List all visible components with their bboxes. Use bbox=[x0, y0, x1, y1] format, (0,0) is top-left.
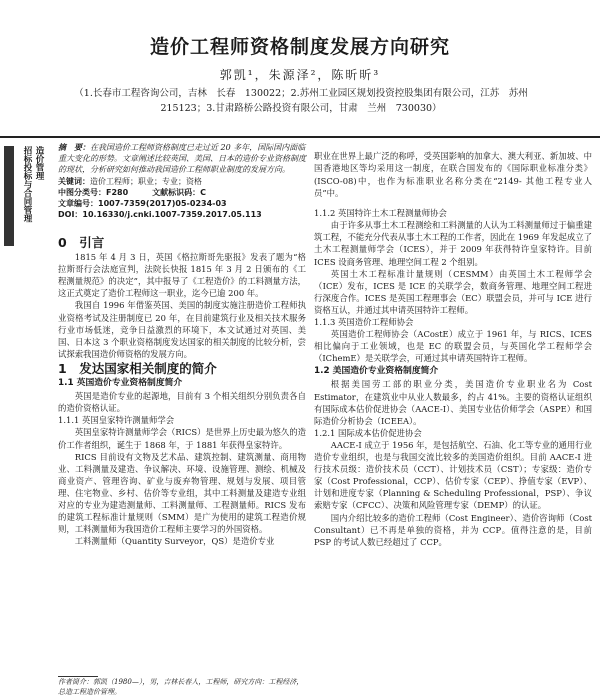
article-number: 文章编号：1007-7359(2017)05-0234-03 bbox=[58, 199, 227, 209]
paragraph: 职业在世界上最广泛的称呼，受英国影响的加拿大、澳大利亚、新加坡、中国香港地区等均采用这一制度，在联合国发布的《国际职业标准分类》(ISCO-08)中，也作为标准职业名称分类在“2149- 其他工程专业人员”中。 bbox=[314, 151, 592, 198]
document-code: 文献标识码：C bbox=[152, 187, 207, 197]
paragraph: 工料测量师（Quantity Surveyor，QS）是造价专业 bbox=[74, 536, 275, 547]
metadata-block bbox=[58, 142, 306, 220]
heading-section-1-2-1: 1.2.1 国际成本估价促进协会 bbox=[314, 427, 422, 438]
keywords-text: 造价工程师；职业；专业；资格 bbox=[90, 176, 202, 186]
paragraph: 我国自 1996 年借鉴英国、美国的制度实施注册造价工程师执业资格考试及注册制度已 20 年，在目前建筑行业及相关技术服务行业市场低迷，竞争日益激烈的环境下，本文试通过对英国、美国、日本这 3 个职业资格制度发达国家的相关制度的比较分析，尝试探索我国造价师资格的发展方向。 bbox=[58, 300, 306, 359]
section-marker bbox=[0, 140, 50, 256]
right-column bbox=[314, 142, 592, 548]
section-marker-sublabel: 造价管理 bbox=[34, 146, 44, 180]
paragraph: 1815 年 4 月 3 日，英国《格拉斯哥先驱报》发表了题为“格拉斯哥行会法庭宣判，法院长快报 1815 年 3 月 2 日颁布的《工程测量规范》的决定”，其中报导了《工程造价》的工料测量方法，这正式奠定了造价工程师这一职业，迄今已逾 200 年。 bbox=[58, 252, 306, 299]
header-rule bbox=[0, 136, 600, 138]
abstract-text: 在我国造价工程师资格制度已走过近 20 多年，国际国内面临重大变化的形势。文章阐述比较英国、美国、日本的造价专业资格制度的现状，分析研究如何推动我国造价工程师职业制度的发展方向。 bbox=[58, 143, 306, 175]
paragraph: 英国是造价专业的起源地，目前有 3 个相关组织分别负责各自的造价资格认证。 bbox=[58, 391, 306, 414]
paragraph: RICS 目前设有文物及艺术品、建筑控制、建筑测量、商用物业、工料测量及建造、争议解决、环境、设施管理、测绘、机械及商业资产、管理咨询、矿业与废弃物管理、规划与发展、项目管理、住宅物业、乡村、估价等专业组，其中工料测量及建造专业组对应的专业为建造测量师、工料测量师、工程测量师。RICS 发布的建筑工程标准计量规则（SMM）是广为使用的建筑工程造价规则，工料测量师为我国造价工程师主要学习的外国资格。 bbox=[58, 451, 306, 535]
heading-section-1-1: 1.1 英国造价专业资格制度简介 bbox=[58, 378, 183, 389]
author-footnote: 作者简介：郭凯（1980—），男，吉林长春人，工程师，研究方向：工程经济，总造工程造价管理。 bbox=[58, 678, 304, 696]
clc-number: 中图分类号：F280 bbox=[58, 187, 129, 197]
paragraph: AACE-I 成立于 1956 年，是包括航空、石油、化工等专业的通用行业造价专业组织，也是与我国交流比较多的美国造价组织。目前 AACE-I 进行技术员级：造价技术员（CCT）、计划技术员（CST）；专家级：造价专家（Cost Professional，CCP）、估价专家（CEP）、挣值专家（EVP）、计划和进度专家（Planning & Scheduling Professional，PSP）、争议索赔专家（CFCC）、决策和风险管理专家（DEMP）的认证。 bbox=[314, 439, 593, 511]
paragraph: 英国皇家特许测量师学会（RICS）是世界上历史最为悠久的造价工作者组织，诞生于 1868 年，于 1881 年获得皇家特许。 bbox=[58, 427, 306, 450]
section-marker-bar bbox=[4, 146, 14, 246]
heading-section-1: 1 发达国家相关制度的简介 bbox=[58, 360, 217, 376]
footnote-rule bbox=[58, 676, 98, 677]
paragraph: 根据美国劳工部的职业分类，美国造价专业职业名为 Cost Estimator，在建筑业中从业人数最多，约占 41%。主要的资格认证组织有国际成本估价促进协会（AACE-I）、美国专业估价师学会（ASPE）和国际造价分析协会（ICEEA）。 bbox=[314, 379, 592, 426]
heading-section-1-1-3: 1.1.3 英国造价工程师协会 bbox=[314, 317, 414, 327]
section-marker-label: 招标投标与合同管理 bbox=[22, 146, 32, 223]
heading-introduction: 0 引言 bbox=[58, 235, 105, 250]
doi: DOI：10.16330/j.cnki.1007-7359.2017.05.113 bbox=[58, 210, 262, 220]
paper-title: 造价工程师资格制度发展方向研究 bbox=[149, 36, 450, 58]
paragraph: 由于许多从事土木工程测绘和工料测量的人认为工料测量师过于偏重建筑工程，不能充分代表从事土木工程的工作者，因此在 1969 年发起成立了土木工程测量师学会（ICES），并于 2009 年获得特许皇家特许。目前 ICES 设商务管理、地理空间工程 2 个组别。 bbox=[314, 220, 592, 267]
heading-section-1-1-1: 1.1.1 英国皇家特许测量师学会 bbox=[58, 415, 175, 426]
abstract bbox=[58, 142, 306, 176]
heading-section-1-2: 1.2 美国造价专业资格制度简介 bbox=[314, 366, 439, 377]
author-list: 郭凯¹，朱源泽²，陈昕昕³ bbox=[219, 68, 381, 82]
affiliations: （1.长春市工程咨询公司，吉林 长春 130022；2.苏州工业园区规划投资控股集团有限公司，江苏 苏州 215123；3.甘肃路桥公路投资有限公司，甘肃 兰州 730030） bbox=[74, 88, 538, 114]
keywords-label: 关键词： bbox=[58, 176, 90, 186]
classification-line bbox=[58, 187, 306, 198]
paragraph: 国内介绍比较多的造价工程师（Cost Engineer）、造价咨询师（Cost Consultant）已不再是单独的资格，并为 CCP。值得注意的是，目前 PSP 的考试人数已经超过了 CCP。 bbox=[314, 512, 592, 547]
abstract-label: 摘 要： bbox=[58, 143, 90, 152]
paragraph: 英国土木工程标准计量规则（CESMM）由英国土木工程师学会（ICE）发布，ICES 是 ICE 的关联学会，数商务管理、地理空间工程进行深度合作。ICES 是英国工程理事会（EC）联盟会员，并可与 ICE 进行资格互认，并通过其申请英国特许工程师。 bbox=[314, 268, 592, 315]
heading-section-1-1-2: 1.1.2 英国特许土木工程测量师协会 bbox=[314, 208, 447, 219]
left-column bbox=[58, 234, 306, 547]
keywords bbox=[58, 176, 306, 187]
paragraph: 英国造价工程师协会（ACostE）成立于 1961 年，与 RICS、ICES 相比偏向于工业领域，也是 EC 的联盟会员，与英国化学工程师学会（IChemE）是关联学会，可通过其申请英国特许工程师。 bbox=[314, 329, 592, 364]
